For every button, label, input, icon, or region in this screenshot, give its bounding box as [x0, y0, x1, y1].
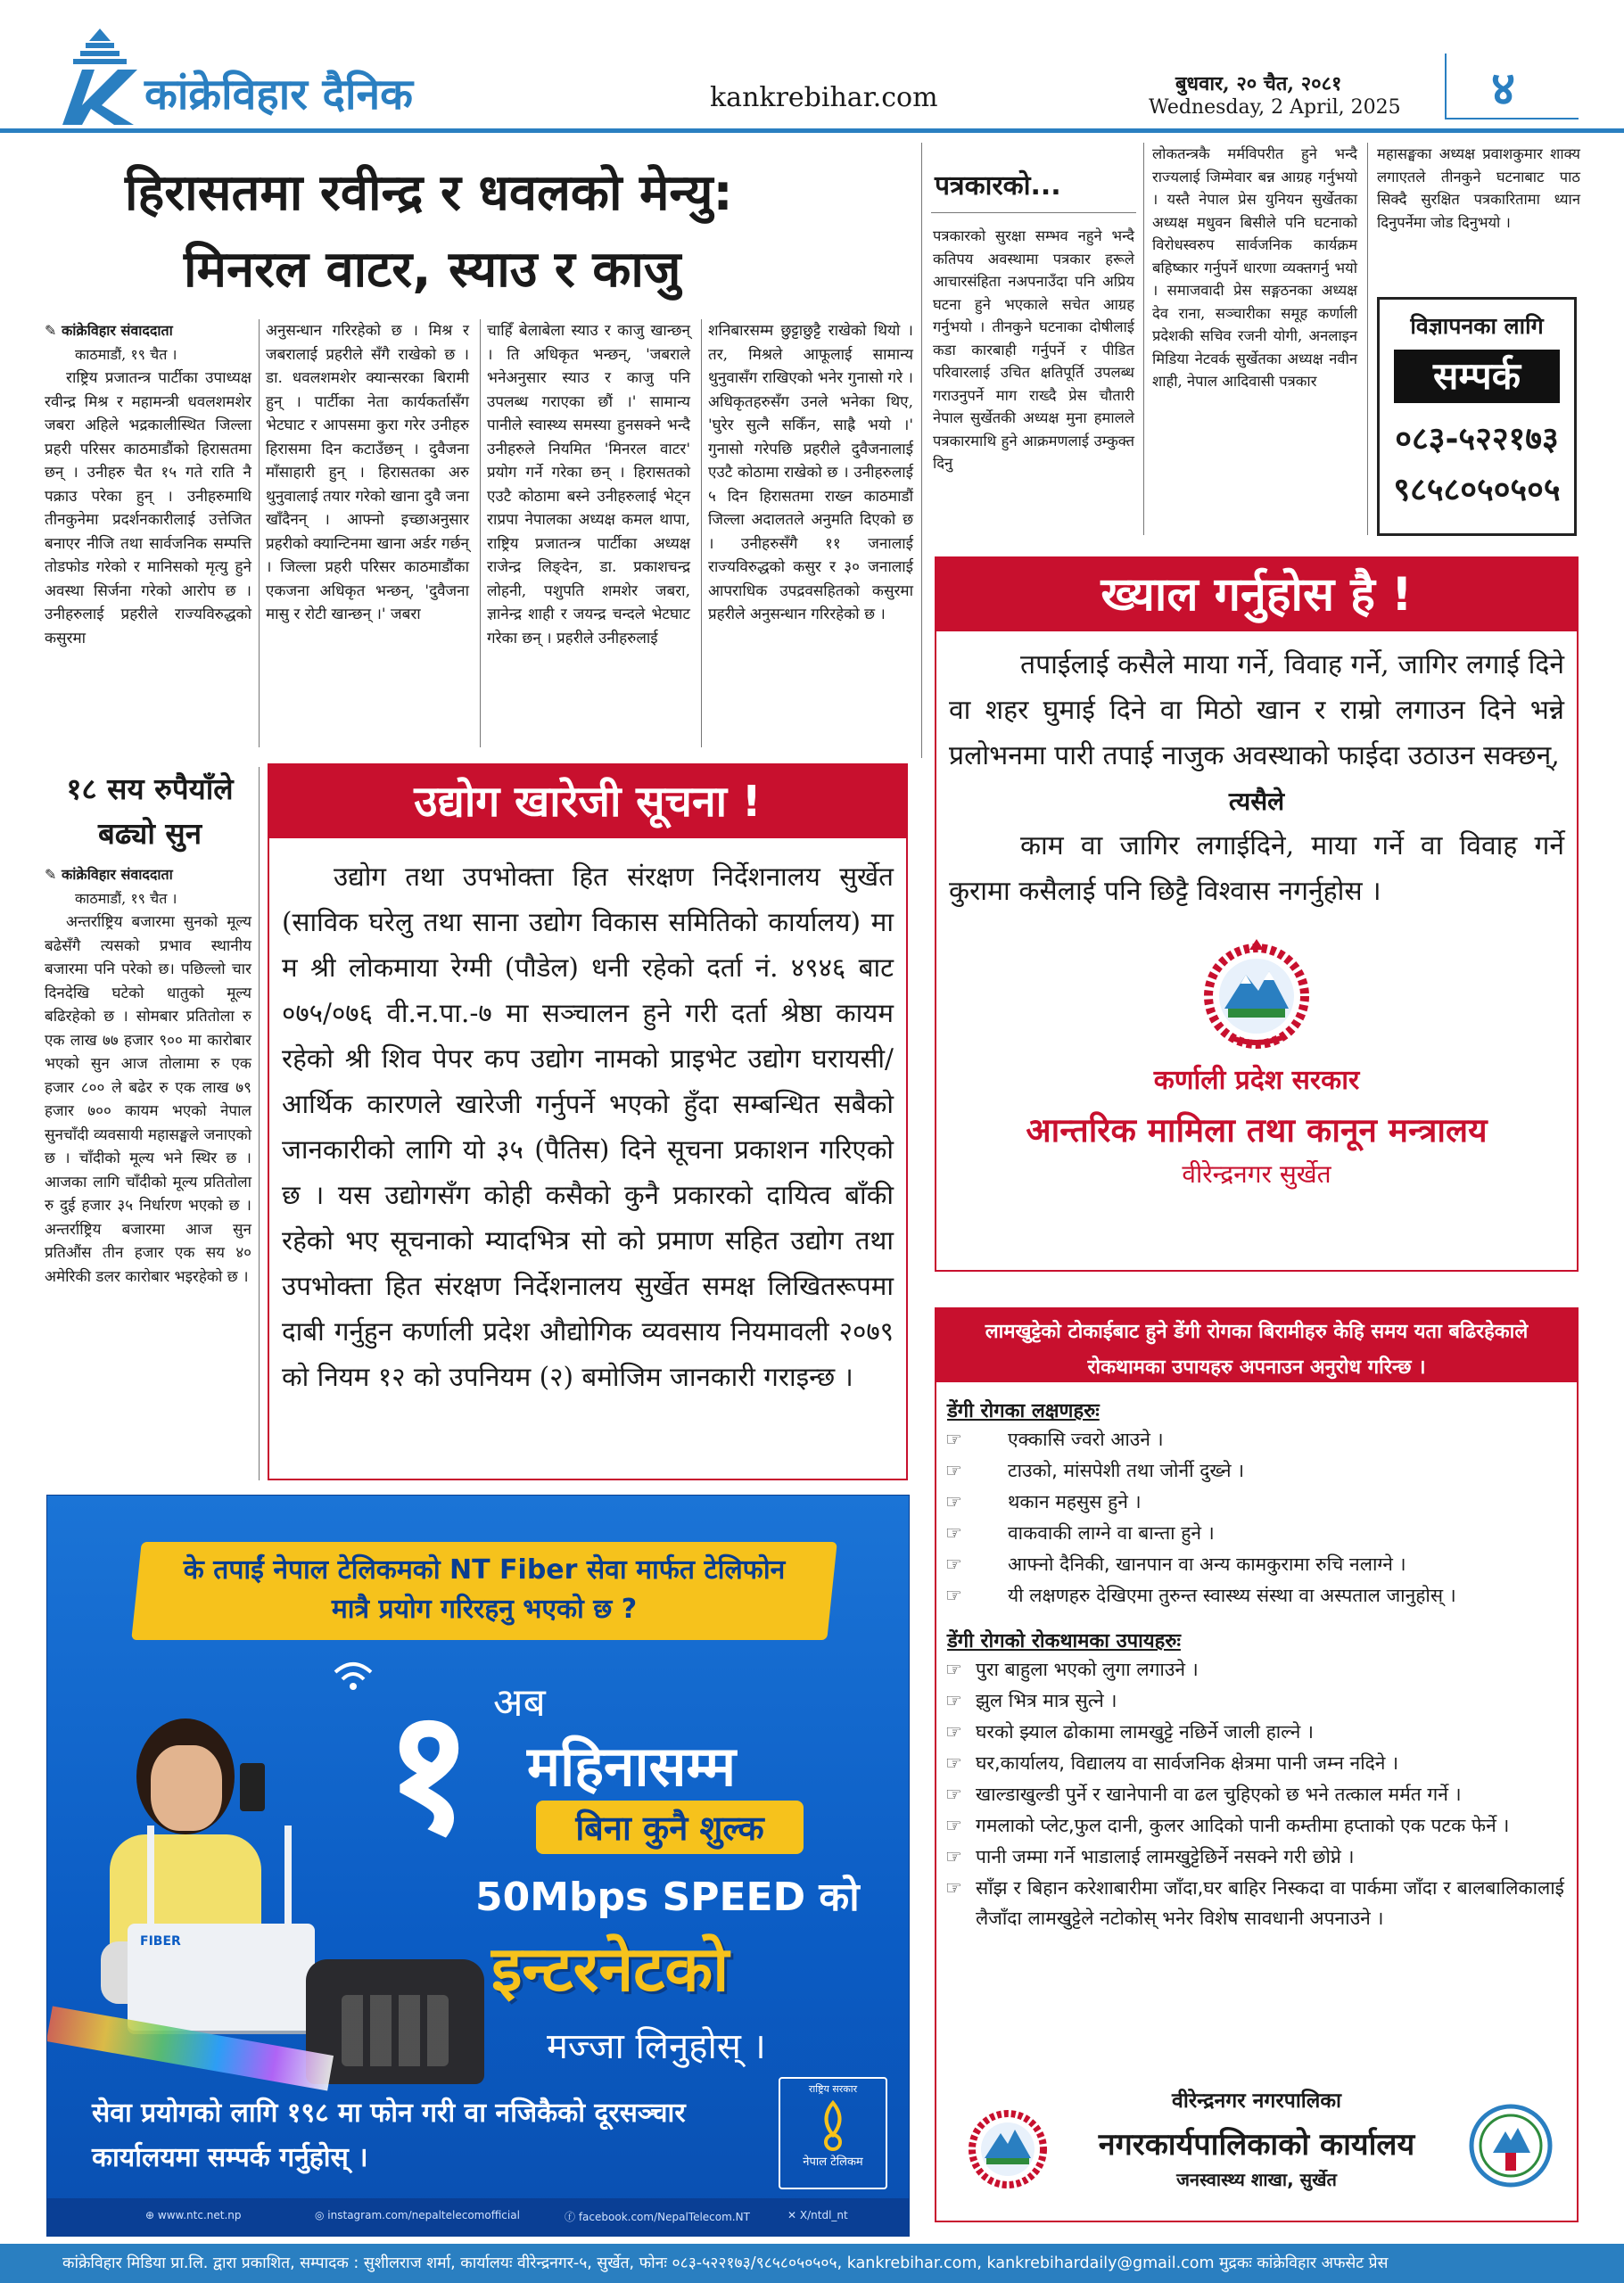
website-link[interactable]: kankrebihar.com [710, 82, 938, 113]
pointing-hand-icon: ☞ [945, 1690, 962, 1711]
list-item [945, 1654, 1564, 1685]
column-rule [480, 319, 481, 747]
ntc-brand: नेपाल टेलिकम [803, 2155, 863, 2169]
list-item-text: टाउको, मांसपेशी तथा जोर्नी दुख्ने । [1008, 1460, 1245, 1481]
gold-dateline: काठमाडौं, १९ चैत । [75, 889, 177, 907]
date-nepali: बुधवार, २० चैत, २०८१ [1175, 72, 1342, 95]
caution-para-1: तपाईलाई कसैले माया गर्ने, विवाह गर्ने, जागिर लगाई दिने वा शहर घुमाई दिने वा मिठो खान र राम्रो लगाउन दिने भन्ने प्रलोभनमा पारी तपाई नाजुक अवस्थाको फाईदा उठाउन सक्छन्, [949, 649, 1564, 771]
pointing-hand-icon: ☞ [945, 1522, 962, 1544]
caution-place: वीरेन्द्रनगर सुर्खेत [1182, 1159, 1331, 1189]
list-item-text: वाकवाकी लाग्ने वा बान्ता हुने । [1008, 1522, 1215, 1544]
pointing-hand-icon: ☞ [945, 1460, 962, 1481]
ad-contact-phone-1: ०८३-५२२१७३ [1395, 421, 1559, 457]
paper-name: कांक्रेविहार दैनिक [144, 70, 413, 120]
ntc-brand-tag: राष्ट्रिय सरकार [808, 2083, 858, 2095]
caution-notice-title: ख्याल गर्नुहोस है ! [936, 558, 1577, 631]
ad-contact-subtitle: सम्पर्क [1394, 350, 1560, 403]
pen-icon: ✎ [45, 322, 62, 339]
masthead [0, 0, 1624, 134]
list-item [945, 1842, 1564, 1872]
ntc-question: के तपाईं नेपाल टेलिकमको NT Fiber सेवा मार्फत टेलिफोन मात्रै प्रयोग गरिरहनु भएको छ ? [183, 1554, 786, 1625]
ntc-internet: इन्टरनेटको [491, 1933, 730, 2006]
ntc-aba: अब [493, 1680, 546, 1726]
industry-notice [268, 763, 908, 1480]
journalist-col-1: पत्रकारको सुरक्षा सम्भव नहुने भन्दै कतिपय अवस्थामा पत्रकार हरूले आचारसंहिता नअपनाउँदा पनि अप्रिय घटना हुने भएकाले सचेत आग्रह गर्नुभयो । तीनकुने घटनाका दोषीलाई कडा कारबाही गर्नुपर्ने र पीडित परिवारलाई उचित क्षतिपूर्ति उपलब्ध गराउनुपर्ने माग राख्दै प्रेस चौतारी नेपाल सुर्खेतकी अध्यक्ष मुना हमालले पत्रकारमाथि हुने आक्रमणलाई उम्कुक्त दिनु [933, 227, 1134, 472]
pointing-hand-icon: ☞ [945, 1784, 962, 1805]
ntc-free: बिना कुनै शुल्क [575, 1809, 764, 1848]
list-item-text: घरको झ्याल ढोकामा लामखुट्टे नछिर्ने जाली हाल्ने । [976, 1721, 1314, 1743]
column-rule [1367, 143, 1368, 535]
list-item-text: घर,कार्यालय, विद्यालय वा सार्वजनिक क्षेत्रमा पानी जम्न नदिने । [976, 1752, 1399, 1774]
pointing-hand-icon: ☞ [945, 1721, 962, 1743]
main-col-2 [266, 319, 469, 627]
pointing-hand-icon: ☞ [945, 1752, 962, 1774]
list-item-text: साँझ र बिहान करेशाबारीमा जाँदा,घर बाहिर निस्कदा वा पार्कमा जाँदा र बालबालिकालाई लैजाँदा लामखुट्टेले नटोकोस् भनेर विशेष सावधानी अपनाउने । [976, 1877, 1564, 1929]
list-item-text: पुरा बाहुला भएको लुगा लगाउने । [976, 1659, 1199, 1680]
gold-byline-text: कांक्रेविहार संवाददाता [61, 866, 173, 883]
masthead-rule [0, 128, 1624, 133]
social-link[interactable] [145, 2209, 241, 2221]
journalist-col-3: महासङ्घका अध्यक्ष प्रवाशकुमार शाक्य लगाएतले तीनकुने घटनाबाट पाठ सिक्दै सुरक्षित पत्रकारितामा ध्यान दिनुपर्नेमा जोड दिनुभयो । [1377, 145, 1580, 231]
caution-para-2: काम वा जागिर लगाईदिने, माया गर्ने वा विवाह गर्ने कुरामा कसैलाई पनि छिट्टै विश्वास नगर्नुहोस । [949, 830, 1564, 907]
pointing-hand-icon: ☞ [945, 1846, 962, 1867]
router-label: FIBER [140, 1934, 181, 1949]
list-item [945, 1748, 1564, 1778]
main-dateline: काठमाडौं, १९ चैत । [75, 345, 177, 363]
pointing-hand-icon: ☞ [945, 1554, 962, 1575]
main-col-1 [45, 319, 251, 650]
social-link[interactable] [315, 2209, 520, 2221]
social-link[interactable] [565, 2209, 750, 2224]
list-item-text: आफ्नो दैनिकी, खानपान वा अन्य कामकुरामा रुचि नलाग्ने । [1008, 1554, 1406, 1575]
main-col-4-text: शनिबारसम्म छुट्टाछुट्टै राखेको थियो । तर, मिश्रले आफूलाई सामान्य थुनुवासँग राखिएको भनेर गुनासो गरे । अधिकृतहरुसँग उनले भनेका थिए, 'घुरेर सुत्नै सकिँन, साह्रै भयो ।' गुनासो गरेपछि प्रहरीले दुवैजनालाई एउटै कोठामा राखेको छ । उनीहरुलाई ५ दिन हिरासतमा राख्न काठमाडौं जिल्ला अदालतले अनुमति दिएको छ । उनीहरुसँगै ११ जनालाई राज्यविरुद्धको कसुर र ३० जनालाई आपराधिक उपद्रवसहितको कसुरमा प्रहरीले अनुसन्धान गरिरहेको छ । [708, 322, 913, 623]
list-item [945, 1518, 1577, 1548]
list-item [945, 1717, 1564, 1747]
dengue-footer-org-3: जनस्वास्थ्य शाखा, सुर्खेत [1176, 2169, 1337, 2190]
ntc-logo-icon [811, 2099, 855, 2153]
dengue-prevention-heading: डेंगी रोगको रोकथामका उपायहरुः [947, 1630, 1181, 1652]
list-item-text: थकान महसुस हुने । [1008, 1491, 1142, 1512]
x-icon: ✕ [787, 2209, 800, 2221]
ntc-contact: सेवा प्रयोगको लागि १९८ मा फोन गरी वा नजिकैको दूरसञ्चार कार्यालयमा सम्पर्क गर्नुहोस् । [92, 2098, 686, 2173]
headline-rule [931, 212, 1136, 213]
list-item-text: गमलाको प्लेट,फुल दानी, कुलर आदिको पानी कम्तीमा हप्ताको एक पटक फेर्ने । [976, 1815, 1510, 1836]
social-link-text: X/ntdl_nt [799, 2209, 848, 2221]
page-number: ४ [1491, 62, 1516, 116]
ntc-brand-box [779, 2077, 887, 2189]
ad-contact-title: विज्ञापनका लागि [1410, 313, 1544, 339]
ntc-months: महिनासम्म [527, 1734, 737, 1799]
ad-contact-phone-2: ९८५८०५०५०५ [1393, 472, 1561, 508]
gold-byline [45, 863, 251, 887]
telephone-image [306, 1959, 484, 2084]
router-image [128, 1924, 315, 2031]
caution-notice [935, 556, 1579, 1272]
dengue-footer-org-1: वीरेन्द्रनगर नगरपालिका [1172, 2089, 1341, 2113]
list-item [945, 1810, 1564, 1841]
column-rule [259, 319, 260, 747]
facebook-icon: ⓕ [565, 2211, 579, 2223]
list-item-text: झुल भित्र मात्र सुत्ने । [976, 1690, 1117, 1711]
ntc-advertisement[interactable] [46, 1495, 910, 2237]
dengue-symptoms-heading: डेंगी रोगका लक्षणहरुः [947, 1400, 1100, 1422]
dengue-notice [935, 1307, 1579, 2222]
main-byline [45, 319, 251, 343]
pointing-hand-icon: ☞ [945, 1585, 962, 1606]
pointing-hand-icon: ☞ [945, 1429, 962, 1450]
industry-notice-body: उद्योग तथा उपभोक्ता हित संरक्षण निर्देशनालय सुर्खेत (साविक घरेलु तथा साना उद्योग विकास समितिको कार्यालय) मा म श्री लोकमाया रेग्मी (पौडेल) धनी रहेको दर्ता नं. ४९४६ बाट ०७५/०७६ वी.न.पा.-७ मा सञ्चालन हुने गरी दर्ता श्रेष्ठा कायम रहेको श्री शिव पेपर कप उद्योग नामको प्राइभेट उद्योग घरायसी/आर्थिक कारणले खारेजी गर्नुपर्ने भएको हुँदा सम्बन्धित सबैको जानकारीको लागि यो ३५ (पैतिस) दिने सूचना प्रकाशन गरिएको छ । यस उद्योगसँग कोही कसैको कुनै प्रकारको दायित्व बाँकी रहेको भए सूचनाको म्यादभित्र सो को प्रमाण सहित उद्योग तथा उपभोक्ता हित संरक्षण निर्देशनालय सुर्खेत समक्ष लिखितरूपमा दाबी गर्नुहुन कर्णाली प्रदेश औद्योगिक व्यवसाय नियमावली २०७९ को नियम १२ को उपनियम (२) बमोजिम जानकारी गराइन्छ । [282, 861, 894, 1392]
main-col-3 [487, 319, 690, 650]
list-item [945, 1487, 1577, 1517]
gold-story-body [45, 863, 251, 1289]
social-link-text: facebook.com/NepalTelecom.NT [578, 2211, 750, 2223]
instagram-icon: ◎ [315, 2209, 328, 2221]
main-headline-line2: मिनरल वाटर, स्याउ र काजु [184, 241, 681, 299]
column-rule [1143, 143, 1144, 535]
caution-heading-2: त्यसैले [1228, 787, 1285, 816]
list-item [945, 1685, 1564, 1716]
ntc-enjoy: मज्जा लिनुहोस् । [547, 2026, 766, 2067]
column-rule [259, 767, 260, 1480]
ntc-social-bar [47, 2198, 909, 2236]
journalist-headline: पत्रकारको... [935, 170, 1061, 202]
list-item [945, 1873, 1564, 1933]
globe-icon: ⊕ [145, 2209, 158, 2221]
pointing-hand-icon: ☞ [945, 1491, 962, 1512]
dengue-footer-org-2: नगरकार्यपालिकाको कार्यालय [1098, 2127, 1415, 2163]
dengue-footer [936, 2074, 1577, 2217]
main-headline-line1: हिरासतमा रवीन्द्र र धवलको मेन्यु: [125, 164, 733, 222]
dengue-banner: लामखुट्टेको टोकाईबाट हुने डेंगी रोगका बिरामीहरु केहि समय यता बढिरहेकाले रोकथामका उपायहरु अपनाउन अनुरोध गरिन्छ । [936, 1309, 1577, 1382]
list-item [945, 1779, 1564, 1809]
municipality-logo-icon [1466, 2101, 1555, 2190]
gold-text: अन्तर्राष्ट्रिय बजारमा सुनको मूल्य बढेसँगै त्यसको प्रभाव स्थानीय बजारमा पनि परेको छ। पछिल्लो चार दिनदेखि घटेको धातुको मूल्य बढिरहेको छ । सोमबार प्रतितोला रु एक लाख ७७ हजार ९०० मा कारोबार भएको सुन आज तोलामा रु एक हजार ८०० ले बढेर रु एक लाख ७९ हजार ७०० कायम भएको नेपाल सुनचाँदी व्यवसायी महासङ्घले जनाएको छ । चाँदीको मूल्य भने स्थिर छ । आजका लागि चाँदीको मूल्य प्रतितोला रु दुई हजार ३५ निर्धारण भएको छ । अन्तर्राष्ट्रिय बजारमा आज सुन प्रतिऔंस तीन हजार एक सय ४० अमेरिकी डलर कारोबार भइरहेको छ । [45, 913, 251, 1286]
list-item [945, 1580, 1577, 1611]
ntc-big-number: १ [384, 1673, 473, 1870]
journalist-col-2: लोकतन्त्रकै मर्मविपरीत हुने भन्दै राज्यलाई जिम्मेवार बन्न आग्रह गर्नुभयो । यस्तै नेपाल प्रेस युनियन सुर्खेतका अध्यक्ष मधुवन बिसीले पनि घटनाको विरोधस्वरुप सार्वजनिक कार्यक्रम बहिष्कार गर्नुपर्ने धारणा व्यक्तगर्नु भयो । समाजवादी प्रेस सङ्गठनका अध्यक्ष देव राना, सञ्चारीका समूह कर्णाली प्रदेशकी सचिव रजनी योगी, अनलाइन मिडिया नेटवर्क सुर्खेतका अध्यक्ष नवीन शाही, नेपाल आदिवासी पत्रकार [1152, 145, 1357, 390]
main-col-3-text: चाहिँ बेलाबेला स्याउ र काजु खान्छन् । ति अधिकृत भन्छन्, 'जबराले भनेअनुसार स्याउ र काजु पनि उपलब्ध गराएका छौं ।' सामान्य पानीले स्वास्थ्य समस्या हुनसक्ने भन्दै उनीहरुले नियमित 'मिनरल वाटर' प्रयोग गर्ने गरेका छन् । हिरासतको एउटै कोठामा बस्ने उनीहरुलाई भेट्न राप्रपा नेपालका अध्यक्ष कमल थापा, राष्ट्रिय प्रजातन्त्र पार्टीका अध्यक्ष राजेन्द्र लिङ्देन, डा. प्रकाशचन्द्र लोहनी, पशुपति शमशेर जबरा, ज्ञानेन्द्र शाही र जयन्द्र चन्दले भेटघाट गरेका छन् । प्रहरीले उनीहरुलाई [487, 322, 690, 647]
main-byline-text: कांक्रेविहार संवाददाता [61, 322, 173, 339]
list-item-text: एक्कासि ज्वरो आउने । [1008, 1429, 1164, 1450]
social-link-text: www.ntc.net.np [157, 2209, 242, 2221]
caution-org-1: कर्णाली प्रदेश सरकार [1153, 1065, 1360, 1096]
footer-text: कांक्रेविहार मिडिया प्रा.लि. द्वारा प्रकाशित, सम्पादक : सुशीलराज शर्मा, कार्यालयः वीरेन्द्रनगर-५, सुर्खेत, फोनः ०८३-५२२१७३/९८५८०५०५०५, kankrebihar.com, kankrebihardaily@gmail.com मुद्रकः कांक्रेविहार अफसेट प्रेस [62, 2254, 1389, 2272]
pointing-hand-icon: ☞ [945, 1659, 962, 1680]
industry-notice-title: उद्योग खारेजी सूचना ! [269, 765, 906, 838]
date-english: Wednesday, 2 April, 2025 [1149, 96, 1401, 119]
dengue-symptoms-list [945, 1424, 1577, 1611]
nepal-emblem-icon [1194, 937, 1319, 1051]
wifi-icon [331, 1656, 375, 1692]
list-item [945, 1455, 1577, 1486]
dengue-prevention-list [945, 1654, 1564, 1933]
column-rule [921, 143, 922, 758]
caution-org-2: आन्तरिक मामिला तथा कानून मन्त्रालय [1026, 1111, 1488, 1150]
list-item-text: खाल्डाखुल्डी पुर्ने र खानेपानी वा ढल चुहिएको छ भने तत्काल मर्मत गर्ने । [976, 1784, 1462, 1805]
social-link-text: instagram.com/nepaltelecomofficial [327, 2209, 520, 2221]
main-col-1-text: राष्ट्रिय प्रजातन्त्र पार्टीका उपाध्यक्ष रवीन्द्र मिश्र र महामन्त्री धवलशमशेर जबरा अहिले भद्रकालीस्थित जिल्ला प्रहरी परिसर काठमाडौंको हिरासतमा छन् । उनीहरु चैत १५ गते राति नै पक्राउ परेका हुन् । उनीहरुमाथि तीनकुनेमा प्रदर्शनकारीलाई उत्तेजित बनाएर नीजि तथा सार्वजनिक सम्पत्ति तोडफोड गरेको र मानिसको मृत्यु हुने अवस्था सिर्जना गरेको आरोप छ । उनीहरुलाई प्रहरीले राज्यविरुद्धको कसुरमा [45, 369, 251, 647]
social-link[interactable] [787, 2209, 848, 2221]
pen-icon: ✎ [45, 866, 62, 883]
ntc-speed: 50Mbps SPEED को [475, 1875, 860, 1920]
main-col-2-text: अनुसन्धान गरिरहेको छ । मिश्र र जबरालाई प्रहरीले सँगै राखेको छ । डा. धवलशमशेर क्यान्सरका बिरामी हुन् । पार्टीका नेता कार्यकर्तासँग भेटघाट र आपसमा कुरा गरेर उनीहरु हिरासमा दिन कटाउँछन् । दुवैजना माँसाहारी हुन् । हिरासतका अरु थुनुवालाई तयार गरेको खाना दुवै जना खाँदैनन् । आफ्नो इच्छाअनुसार प्रहरीको क्यान्टिनमा खाना अर्डर गर्छन् । जिल्ला प्रहरी परिसर काठमाडौंका एकजना अधिकृत भन्छन्, 'दुवैजना मासु र रोटी खान्छन् ।' जबरा [266, 322, 469, 623]
list-item-text: यी लक्षणहरु देखिएमा तुरुन्त स्वास्थ्य संस्था वा अस्पताल जानुहोस् । [1008, 1585, 1456, 1606]
footer-bar [0, 2244, 1624, 2283]
ad-contact-box [1377, 297, 1577, 536]
main-col-4 [708, 319, 913, 627]
list-item-text: पानी जम्मा गर्ने भाडालाई लामखुट्टेछिर्ने नसक्ने गरी छोप्ने । [976, 1846, 1355, 1867]
newspaper-logo-icon [55, 27, 144, 127]
pointing-hand-icon: ☞ [945, 1877, 962, 1899]
list-item [945, 1549, 1577, 1579]
pointing-hand-icon: ☞ [945, 1815, 962, 1836]
list-item [945, 1424, 1577, 1455]
gold-headline: १८ सय रुपैयाँले बढ्यो सुन [66, 771, 234, 851]
column-rule [701, 319, 702, 747]
